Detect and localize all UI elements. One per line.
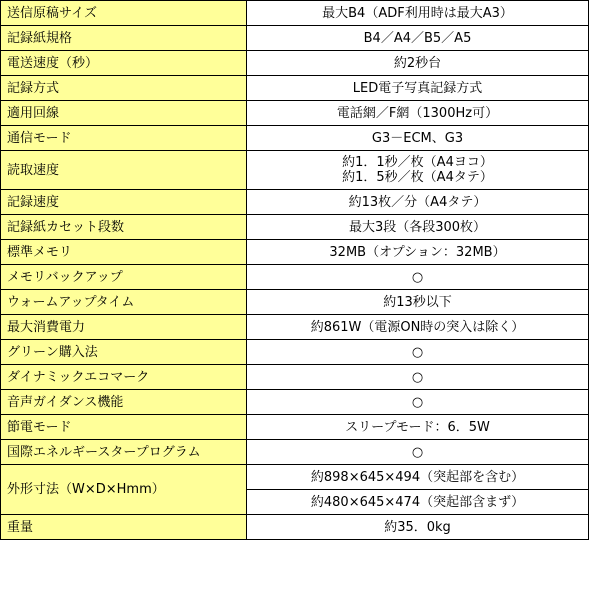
row-value-warmup: 約13秒以下 <box>247 290 589 315</box>
row-label-memory: 標準メモリ <box>1 240 247 265</box>
table-row <box>1 76 589 101</box>
row-label-voice-guidance: 音声ガイダンス機能 <box>1 390 247 415</box>
row-label-scan-speed: 読取速度 <box>1 151 247 190</box>
row-label-print-speed: 記録速度 <box>1 190 247 215</box>
row-label-warmup: ウォームアップタイム <box>1 290 247 315</box>
row-value-cassette: 最大3段（各段300枚） <box>247 215 589 240</box>
row-value-line: 電話網／F網（1300Hz可） <box>247 101 589 126</box>
table-row <box>1 515 589 540</box>
row-value-paper-spec: B4／A4／B5／A5 <box>247 26 589 51</box>
table-row <box>1 26 589 51</box>
row-value-weight: 約35．0kg <box>247 515 589 540</box>
table-row <box>1 190 589 215</box>
table-row <box>1 415 589 440</box>
row-label-energy-star: 国際エネルギースタープログラム <box>1 440 247 465</box>
table-row <box>1 126 589 151</box>
scan-speed-portrait: 約1．5秒／枚（A4タテ） <box>342 170 493 185</box>
row-value-memory: 32MB（オプション：32MB） <box>247 240 589 265</box>
row-value-scan-speed <box>247 151 589 190</box>
row-label-memory-backup: メモリバックアップ <box>1 265 247 290</box>
row-label-weight: 重量 <box>1 515 247 540</box>
table-row <box>1 240 589 265</box>
row-label-power-save: 節電モード <box>1 415 247 440</box>
row-value-comm-mode: G3－ECM、G3 <box>247 126 589 151</box>
row-label-recording-method: 記録方式 <box>1 76 247 101</box>
table-row <box>1 265 589 290</box>
table-row <box>1 365 589 390</box>
row-value-voice-guidance: ○ <box>247 390 589 415</box>
scan-speed-landscape: 約1．1秒／枚（A4ヨコ） <box>342 155 493 170</box>
row-value-recording-method: LED電子写真記録方式 <box>247 76 589 101</box>
row-value-green-purchase: ○ <box>247 340 589 365</box>
table-row <box>1 215 589 240</box>
row-value-dimensions-with: 約898×645×494（突起部を含む） <box>247 465 589 490</box>
row-label-line: 適用回線 <box>1 101 247 126</box>
row-value-print-speed: 約13枚／分（A4タテ） <box>247 190 589 215</box>
table-row <box>1 1 589 26</box>
row-label-power: 最大消費電力 <box>1 315 247 340</box>
row-value-eco-mark: ○ <box>247 365 589 390</box>
table-row <box>1 340 589 365</box>
row-label-transmission-speed: 電送速度（秒） <box>1 51 247 76</box>
row-value-memory-backup: ○ <box>247 265 589 290</box>
row-value-transmission-speed: 約2秒台 <box>247 51 589 76</box>
row-label-cassette: 記録紙カセット段数 <box>1 215 247 240</box>
row-label-eco-mark: ダイナミックエコマーク <box>1 365 247 390</box>
table-row <box>1 151 589 190</box>
table-row <box>1 315 589 340</box>
table-row <box>1 101 589 126</box>
row-label-paper-spec: 記録紙規格 <box>1 26 247 51</box>
table-row <box>1 390 589 415</box>
row-value-energy-star: ○ <box>247 440 589 465</box>
row-value-power-save: スリープモード：6．5W <box>247 415 589 440</box>
row-label-green-purchase: グリーン購入法 <box>1 340 247 365</box>
table-row <box>1 51 589 76</box>
table-row <box>1 440 589 465</box>
row-value-transmit-size: 最大B4（ADF利用時は最大A3） <box>247 1 589 26</box>
row-label-dimensions: 外形寸法（W×D×Hmm） <box>1 465 247 515</box>
table-row <box>1 290 589 315</box>
row-value-dimensions-without: 約480×645×474（突起部含まず） <box>247 490 589 515</box>
row-value-power: 約861W（電源ON時の突入は除く） <box>247 315 589 340</box>
row-label-transmit-size: 送信原稿サイズ <box>1 1 247 26</box>
table-row <box>1 465 589 490</box>
row-label-comm-mode: 通信モード <box>1 126 247 151</box>
